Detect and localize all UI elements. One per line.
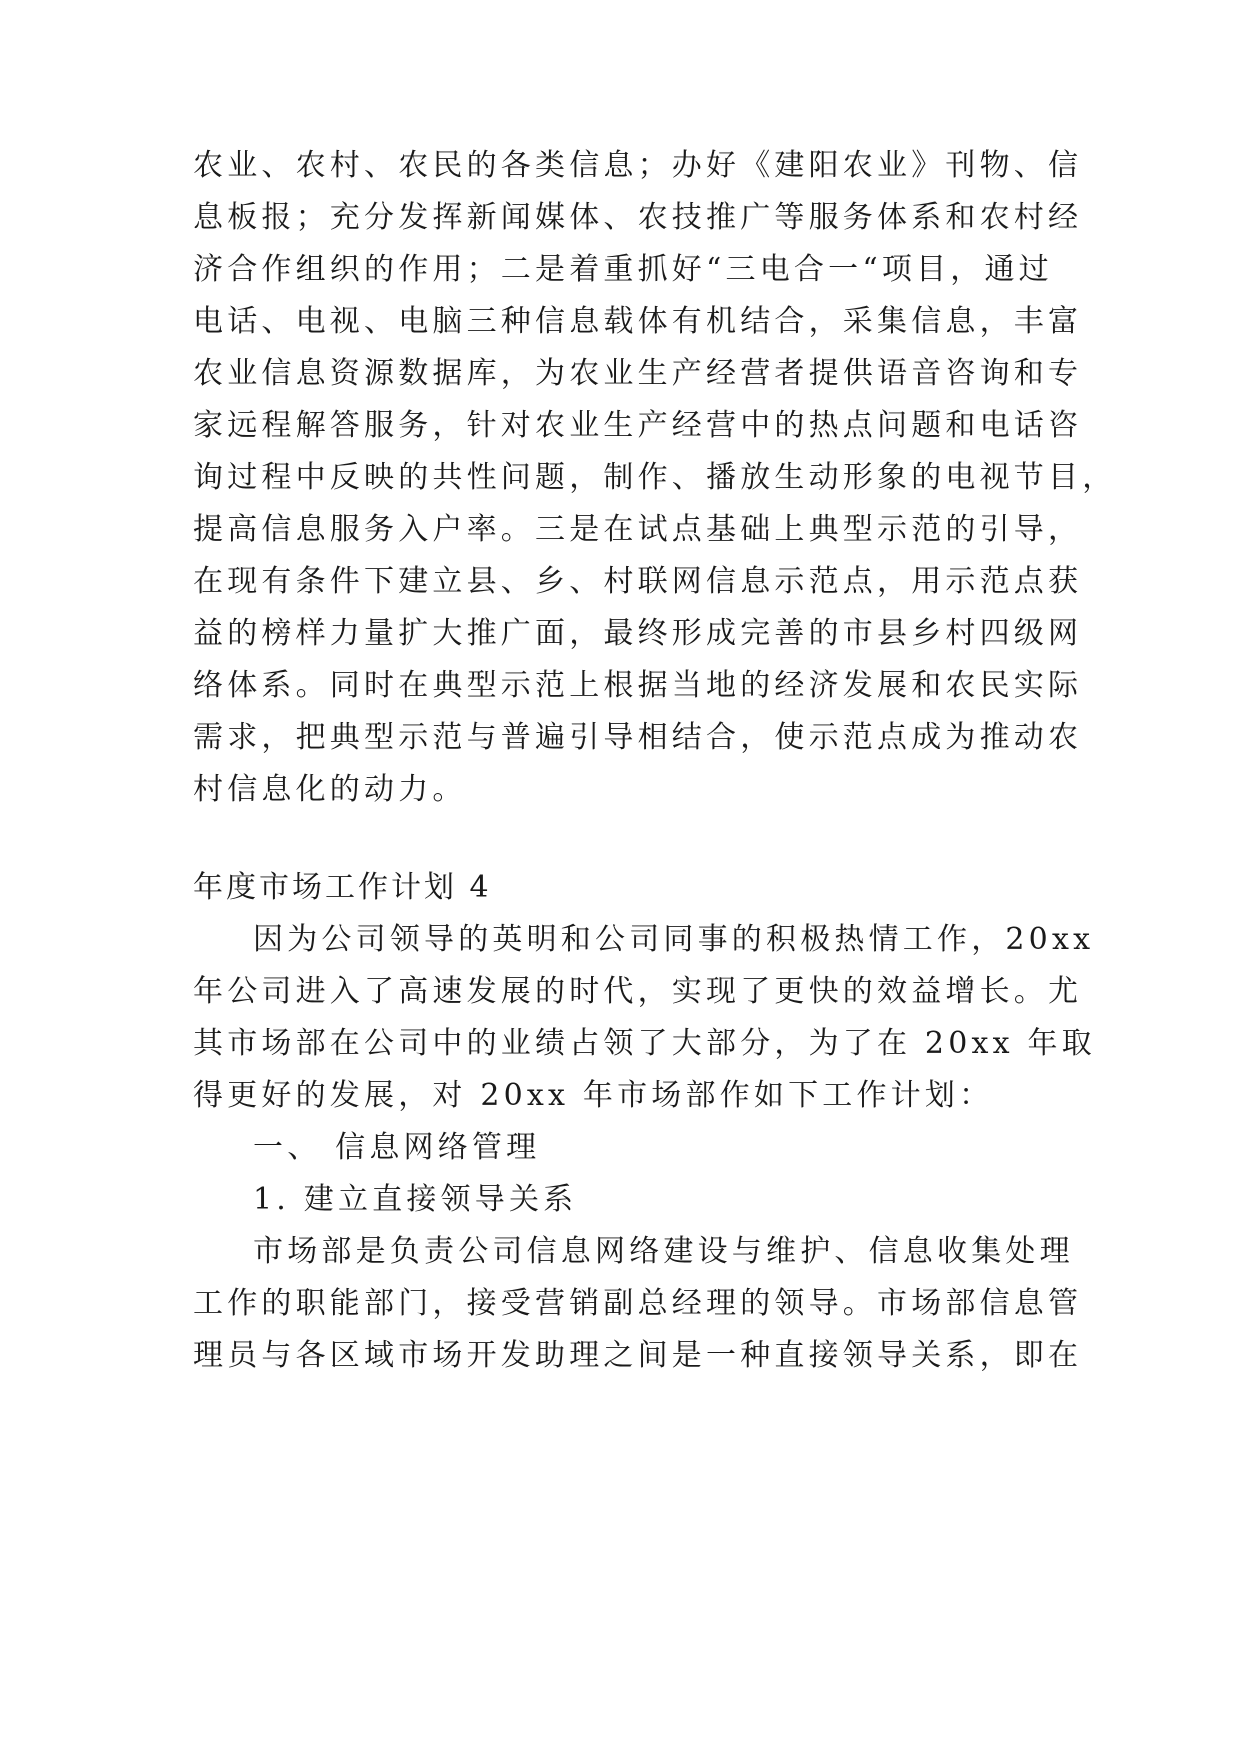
heading-level-1: 一、 信息网络管理 (253, 1130, 541, 1165)
text-line: 益的榜样力量扩大推广面，最终形成完善的市县乡村四级网 (193, 616, 1083, 651)
text-line: 农业信息资源数据库，为农业生产经营者提供语音咨询和专 (193, 356, 1083, 391)
text-line: 得更好的发展，对 20xx 年市场部作如下工作计划： (193, 1078, 994, 1113)
text-line: 电话、电视、电脑三种信息载体有机结合，采集信息，丰富 (193, 304, 1083, 339)
text-line: 年公司进入了高速发展的时代，实现了更快的效益增长。尤 (193, 974, 1083, 1009)
text-line: 济合作组织的作用；二是着重抓好“三电合一“项目，通过 (193, 252, 1053, 287)
text-line: 在现有条件下建立县、乡、村联网信息示范点，用示范点获 (193, 564, 1083, 599)
text-line: 其市场部在公司中的业绩占领了大部分，为了在 20xx 年取 (193, 1026, 1096, 1061)
text-line: 家远程解答服务，针对农业生产经营中的热点问题和电话咨 (193, 408, 1083, 443)
text-line: 询过程中反映的共性问题，制作、播放生动形象的电视节目， (193, 460, 1117, 495)
text-line: 村信息化的动力。 (193, 772, 467, 807)
text-line: 工作的职能部门，接受营销副总经理的领导。市场部信息管 (193, 1286, 1083, 1321)
text-line: 息板报；充分发挥新闻媒体、农技推广等服务体系和农村经 (193, 200, 1083, 235)
text-line: 提高信息服务入户率。三是在试点基础上典型示范的引导， (193, 512, 1083, 547)
text-line: 需求，把典型示范与普遍引导相结合，使示范点成为推动农 (193, 720, 1083, 755)
heading-level-2: 1. 建立直接领导关系 (253, 1182, 578, 1217)
section-title: 年度市场工作计划 4 (193, 870, 492, 905)
text-line: 市场部是负责公司信息网络建设与维护、信息收集处理 (253, 1234, 1074, 1269)
text-line: 农业、农村、农民的各类信息；办好《建阳农业》刊物、信 (193, 148, 1083, 183)
text-line: 因为公司领导的英明和公司同事的积极热情工作，20xx (253, 922, 1095, 957)
text-line: 理员与各区域市场开发助理之间是一种直接领导关系，即在 (193, 1338, 1083, 1373)
text-line: 络体系。同时在典型示范上根据当地的经济发展和农民实际 (193, 668, 1083, 703)
